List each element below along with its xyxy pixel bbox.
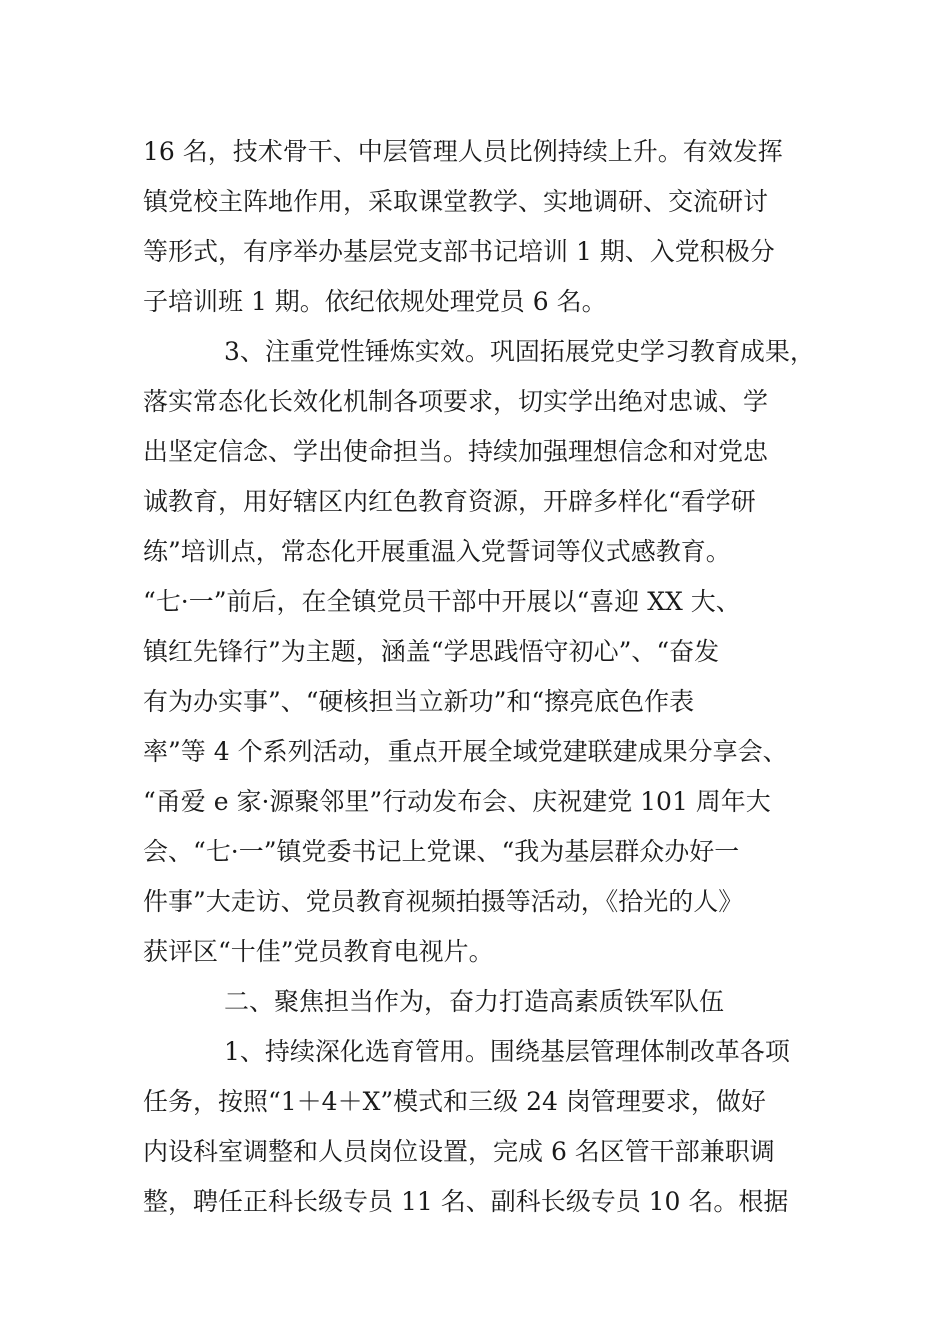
text-line: 整，聘任正科长级专员 11 名、副科长级专员 10 名。根据: [143, 1187, 789, 1216]
text-line: 16 名，技术骨干、中层管理人员比例持续上升。有效发挥: [143, 137, 783, 166]
text-line: 出坚定信念、学出使命担当。持续加强理想信念和对党忠: [143, 437, 769, 466]
text-line: 件事”大走访、党员教育视频拍摄等活动，《拾光的人》: [143, 887, 744, 916]
section-heading: 二、聚焦担当作为，奋力打造高素质铁军队伍: [224, 987, 725, 1016]
text-line: 有为办实事”、“硬核担当立新功”和“擦亮底色作表: [143, 687, 695, 716]
text-line: 诚教育，用好辖区内红色教育资源，开辟多样化“看学研: [143, 487, 756, 516]
text-line: 获评区“十佳”党员教育电视片。: [143, 937, 494, 966]
text-line: 练”培训点，常态化开展重温入党誓词等仪式感教育。: [143, 537, 731, 566]
text-line: 率”等 4 个系列活动，重点开展全域党建联建成果分享会、: [143, 737, 788, 766]
paragraph-start-line: 1、持续深化选育管用。围绕基层管理体制改革各项: [224, 1037, 790, 1066]
text-line: 任务，按照“1＋4＋X”模式和三级 24 岗管理要求，做好: [143, 1087, 766, 1116]
text-line: 内设科室调整和人员岗位设置，完成 6 名区管干部兼职调: [143, 1137, 775, 1166]
text-line: “甬爱 e 家·源聚邻里”行动发布会、庆祝建党 101 周年大: [143, 787, 771, 816]
text-line: 镇红先锋行”为主题，涵盖“学思践悟守初心”、“奋发: [143, 637, 720, 666]
text-line: “七·一”前后，在全镇党员干部中开展以“喜迎 XX 大、: [143, 587, 741, 616]
text-line: 等形式，有序举办基层党支部书记培训 1 期、入党积极分: [143, 237, 775, 266]
text-line: 会、“七·一”镇党委书记上党课、“我为基层群众办好一: [143, 837, 740, 866]
text-line: 子培训班 1 期。依纪依规处理党员 6 名。: [143, 287, 607, 316]
text-line: 镇党校主阵地作用，采取课堂教学、实地调研、交流研讨: [143, 187, 769, 216]
paragraph-start-line: 3、注重党性锤炼实效。巩固拓展党史学习教育成果，: [224, 337, 815, 366]
text-line: 落实常态化长效化机制各项要求，切实学出绝对忠诚、学: [143, 387, 769, 416]
